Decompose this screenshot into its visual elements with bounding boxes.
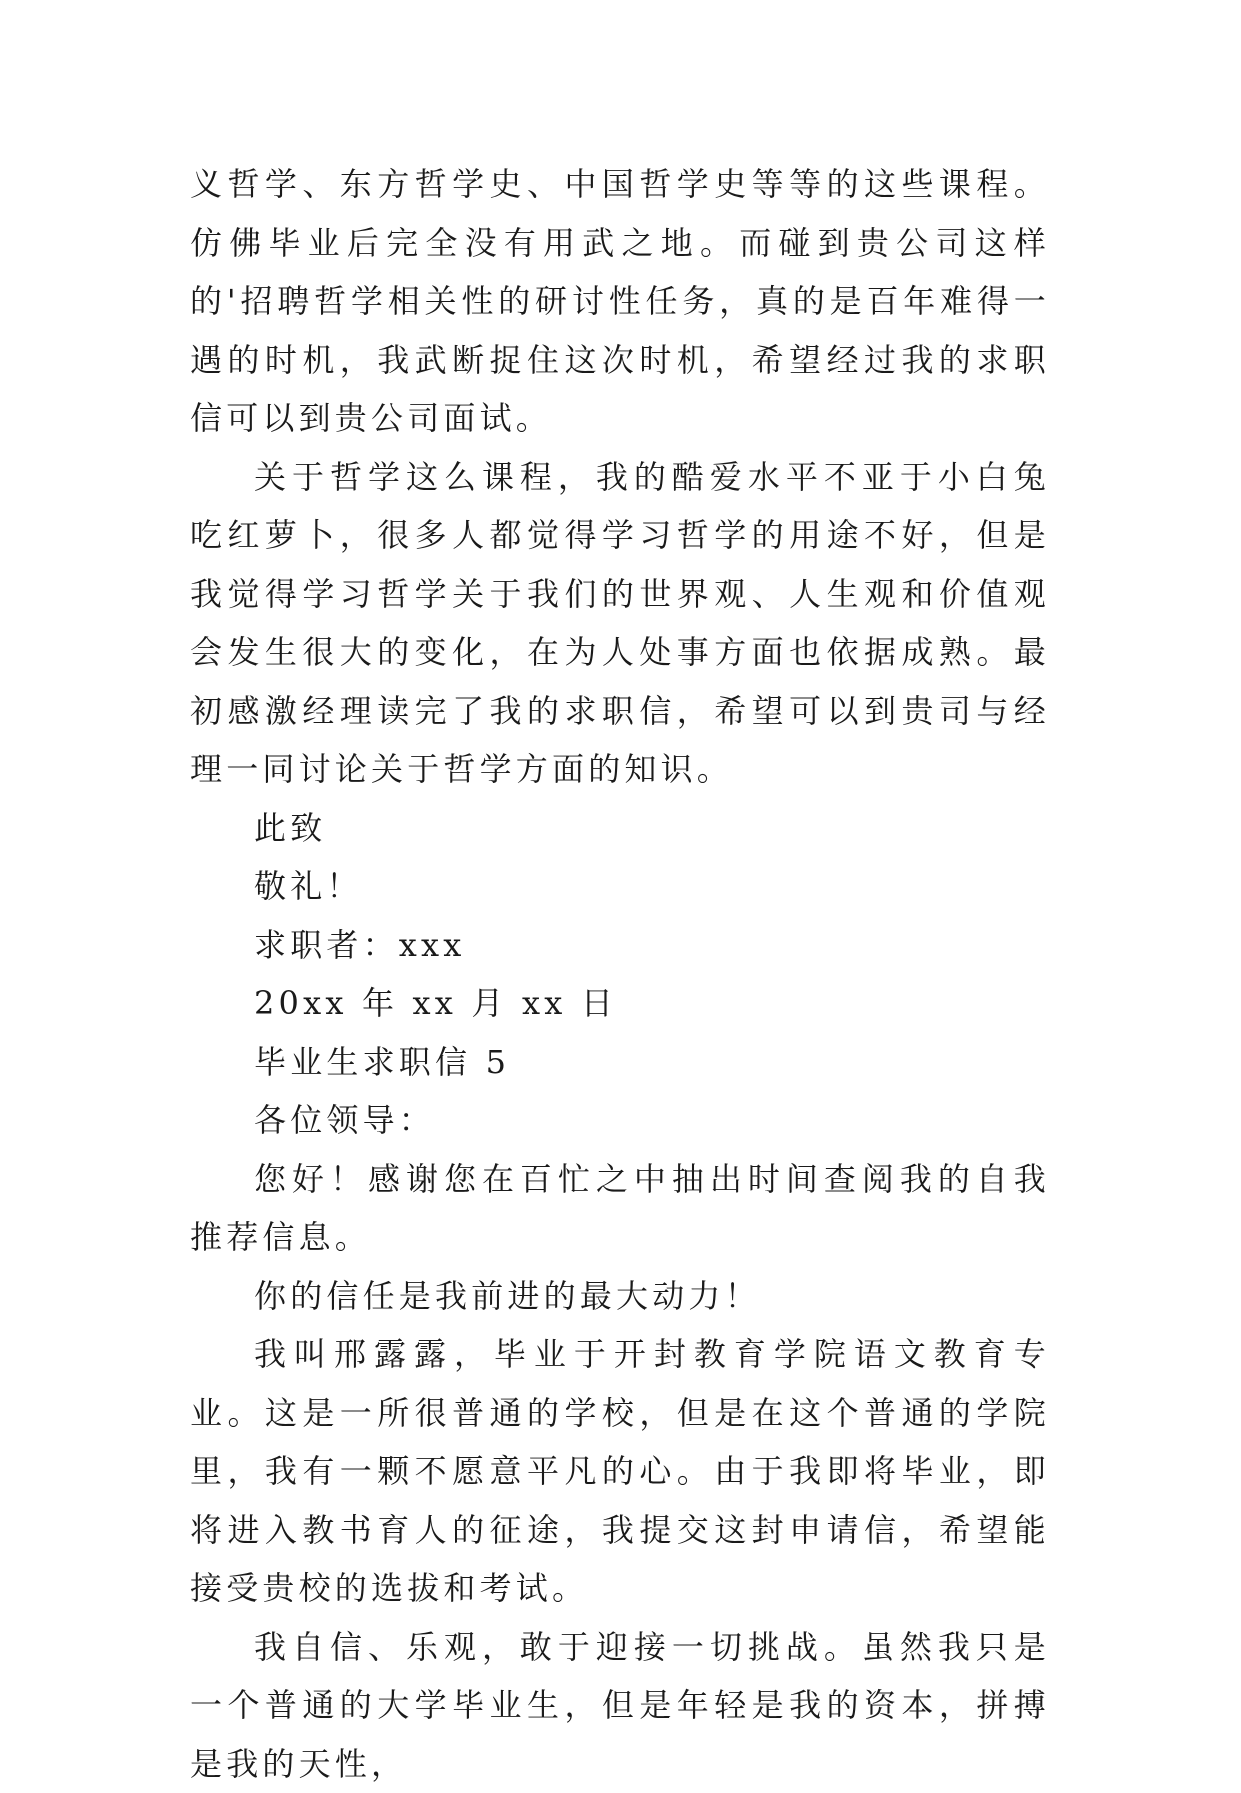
letter-body — [190, 155, 1050, 1793]
closing-regards: 敬礼！ — [190, 857, 1050, 916]
paragraph-love-of-philosophy: 关于哲学这么课程，我的酷爱水平不亚于小白兔吃红萝卜，很多人都觉得学习哲学的用途不好，但是我觉得学习哲学关于我们的世界观、人生观和价值观会发生很大的变化，在为人处事方面也依据成熟。最初感激经理读完了我的求职信，希望可以到贵司与经理一同讨论关于哲学方面的知识。 — [190, 448, 1050, 799]
section-heading: 毕业生求职信 5 — [190, 1033, 1050, 1092]
paragraph-philosophy-courses: 义哲学、东方哲学史、中国哲学史等等的这些课程。仿佛毕业后完全没有用武之地。而碰到贵公司这样的'招聘哲学相关性的研讨性任务，真的是百年难得一遇的时机，我武断捉住这次时机，希望经过我的求职信可以到贵公司面试。 — [190, 155, 1050, 448]
greeting: 各位领导： — [190, 1091, 1050, 1150]
applicant-signature: 求职者：xxx — [190, 916, 1050, 975]
paragraph-thanks: 您好！感谢您在百忙之中抽出时间查阅我的自我推荐信息。 — [190, 1150, 1050, 1267]
paragraph-self-introduction: 我叫邢露露，毕业于开封教育学院语文教育专业。这是一所很普通的学校，但是在这个普通的学院里，我有一颗不愿意平凡的心。由于我即将毕业，即将进入教书育人的征途，我提交这封申请信，希望能接受贵校的选拔和考试。 — [190, 1325, 1050, 1618]
letter-date: 20xx 年 xx 月 xx 日 — [190, 974, 1050, 1033]
paragraph-confidence: 我自信、乐观，敢于迎接一切挑战。虽然我只是一个普通的大学毕业生，但是年轻是我的资本，拼搏是我的天性， — [190, 1618, 1050, 1793]
paragraph-trust: 你的信任是我前进的最大动力！ — [190, 1267, 1050, 1326]
closing-salutation: 此致 — [190, 799, 1050, 858]
